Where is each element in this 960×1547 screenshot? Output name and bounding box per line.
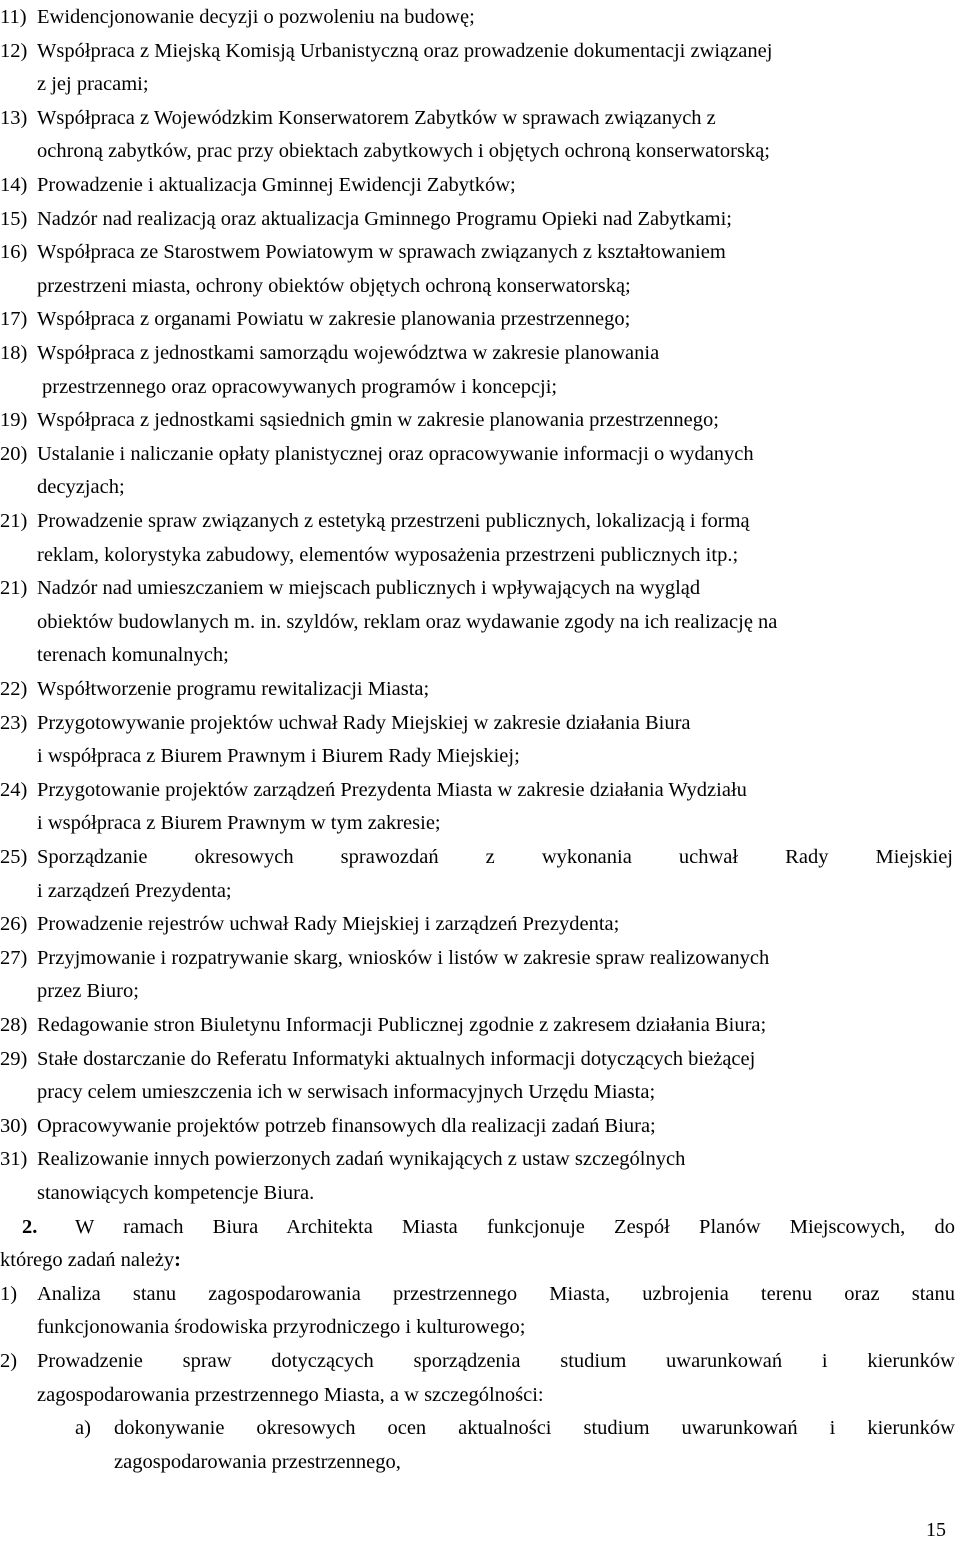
section-intro-colon: : (174, 1249, 181, 1272)
item-number: 14) (0, 174, 28, 196)
item-text: Realizowanie innych powierzonych zadań wynikających z ustaw szczególnych (37, 1148, 686, 1171)
item-text: Przyjmowanie i rozpatrywanie skarg, wniosków i listów w zakresie spraw realizowanych (37, 946, 770, 969)
item-text: Prowadzenie i aktualizacja Gminnej Ewidencji Zabytków; (37, 174, 516, 196)
item-text: Prowadzenie spraw związanych z estetyką przestrzeni publicznych, lokalizacją i formą (37, 510, 750, 532)
page-number: 15 (926, 1519, 946, 1541)
item-text: z jej pracami; (37, 73, 149, 96)
item-text: Prowadzenie spraw dotyczących sporządzenia studium uwarunkowań i kierunków (37, 1350, 955, 1372)
item-text: funkcjonowania środowiska przyrodniczego i kulturowego; (37, 1316, 526, 1339)
section-intro-text: W ramach Biura Architekta Miasta funkcjonuje Zespół Planów Miejscowych, do (75, 1215, 955, 1238)
item-text: ochroną zabytków, prac przy obiektach zabytkowych i objętych ochroną konserwatorską; (37, 140, 770, 163)
item-text: Współtworzenie programu rewitalizacji Miasta; (37, 678, 430, 700)
item-number: 24) (0, 778, 28, 801)
item-text: stanowiących kompetencje Biura. (37, 1182, 315, 1204)
item-text: Opracowywanie projektów potrzeb finansowych dla realizacji zadań Biura; (37, 1114, 656, 1137)
item-text: przestrzeni miasta, ochrony obiektów objętych ochroną konserwatorską; (37, 274, 631, 297)
item-text: Prowadzenie rejestrów uchwał Rady Miejskiej i zarządzeń Prezydenta; (37, 913, 620, 936)
item-text: Stałe dostarczanie do Referatu Informatyki aktualnych informacji dotyczących bieżącej (37, 1047, 756, 1070)
item-text: Analiza stanu zagospodarowania przestrzennego Miasta, uzbrojenia terenu oraz stanu (37, 1282, 955, 1305)
item-text: pracy celem umieszczenia ich w serwisach informacyjnych Urzędu Miasta; (37, 1081, 656, 1104)
item-text: i współpraca z Biurem Prawnym i Biurem Rady Miejskiej; (37, 745, 520, 768)
section-2-line-2 (0, 1246, 960, 1274)
item-text: zagospodarowania przestrzennego, (114, 1450, 401, 1473)
item-number: 2) (0, 1350, 18, 1372)
item-text: Współpraca ze Starostwem Powiatowym w sprawach związanych z kształtowaniem (37, 241, 726, 264)
item-number: 18) (0, 342, 28, 364)
item-number: 13) (0, 106, 28, 129)
item-text: Współpraca z Miejską Komisją Urbanistyczną oraz prowadzenie dokumentacji związanej (37, 39, 773, 62)
item-text: i współpraca z Biurem Prawnym w tym zakresie; (37, 812, 441, 835)
item-text: zagospodarowania przestrzennego Miasta, a w szczególności: (37, 1383, 544, 1406)
item-text: reklam, kolorystyka zabudowy, elementów wyposażenia przestrzeni publicznych itp.; (37, 543, 739, 566)
item-number: 28) (0, 1014, 28, 1036)
item-text: Współpraca z jednostkami sąsiednich gmin w zakresie planowania przestrzennego; (37, 409, 719, 432)
item-text: Przygotowanie projektów zarządzeń Prezydenta Miasta w zakresie działania Wydziału (37, 778, 747, 801)
item-number: 26) (0, 913, 28, 936)
item-text: Współpraca z organami Powiatu w zakresie planowania przestrzennego; (37, 308, 631, 331)
item-text: Sporządzanie okresowych sprawozdań z wykonania uchwał Rady Miejskiej (37, 846, 953, 868)
item-number: 1) (0, 1282, 18, 1305)
item-number: 12) (0, 39, 28, 62)
item-text: Redagowanie stron Biuletynu Informacji Publicznej zgodnie z zakresem działania Biura; (37, 1014, 767, 1036)
item-text: przez Biuro; (37, 980, 139, 1003)
item-text: Nadzór nad umieszczaniem w miejscach publicznych i wpływających na wygląd (37, 577, 701, 600)
item-text: Przygotowywanie projektów uchwał Rady Miejskiej w zakresie działania Biura (37, 711, 691, 734)
item-number: 22) (0, 678, 28, 700)
item-text: Współpraca z Wojewódzkim Konserwatorem Zabytków w sprawach związanych z (37, 106, 716, 129)
section-intro-text-cont: którego zadań należy (0, 1249, 175, 1272)
item-number: a) (75, 1417, 91, 1440)
item-text: Nadzór nad realizacją oraz aktualizacja Gminnego Programu Opieki nad Zabytkami; (37, 207, 732, 230)
item-number: 30) (0, 1114, 28, 1137)
item-text: decyzjach; (37, 476, 125, 499)
item-number: 19) (0, 409, 28, 432)
item-number: 31) (0, 1148, 28, 1171)
section-number: 2. (22, 1215, 38, 1238)
item-number: 21) (0, 510, 28, 532)
item-text: i zarządzeń Prezydenta; (37, 879, 232, 902)
item-number: 25) (0, 846, 28, 868)
item-number: 21) (0, 577, 28, 600)
item-text: dokonywanie okresowych ocen aktualności studium uwarunkowań i kierunków (114, 1417, 955, 1440)
item-number: 23) (0, 711, 28, 734)
item-number: 20) (0, 442, 28, 465)
item-text: przestrzennego oraz opracowywanych programów i koncepcji; (42, 375, 558, 398)
item-text: Ewidencjonowanie decyzji o pozwoleniu na budowę; (37, 6, 475, 28)
item-text: obiektów budowlanych m. in. szyldów, reklam oraz wydawanie zgody na ich realizację na (37, 610, 778, 633)
item-text: Ustalanie i naliczanie opłaty planistycznej oraz opracowywanie informacji o wydanych (37, 442, 754, 465)
item-number: 17) (0, 308, 28, 331)
item-number: 16) (0, 241, 28, 264)
item-text: terenach komunalnych; (37, 644, 229, 667)
item-number: 15) (0, 207, 28, 230)
item-number: 11) (0, 6, 27, 28)
item-text: Współpraca z jednostkami samorządu województwa w zakresie planowania (37, 342, 660, 364)
item-number: 27) (0, 946, 28, 969)
item-number: 29) (0, 1047, 28, 1070)
